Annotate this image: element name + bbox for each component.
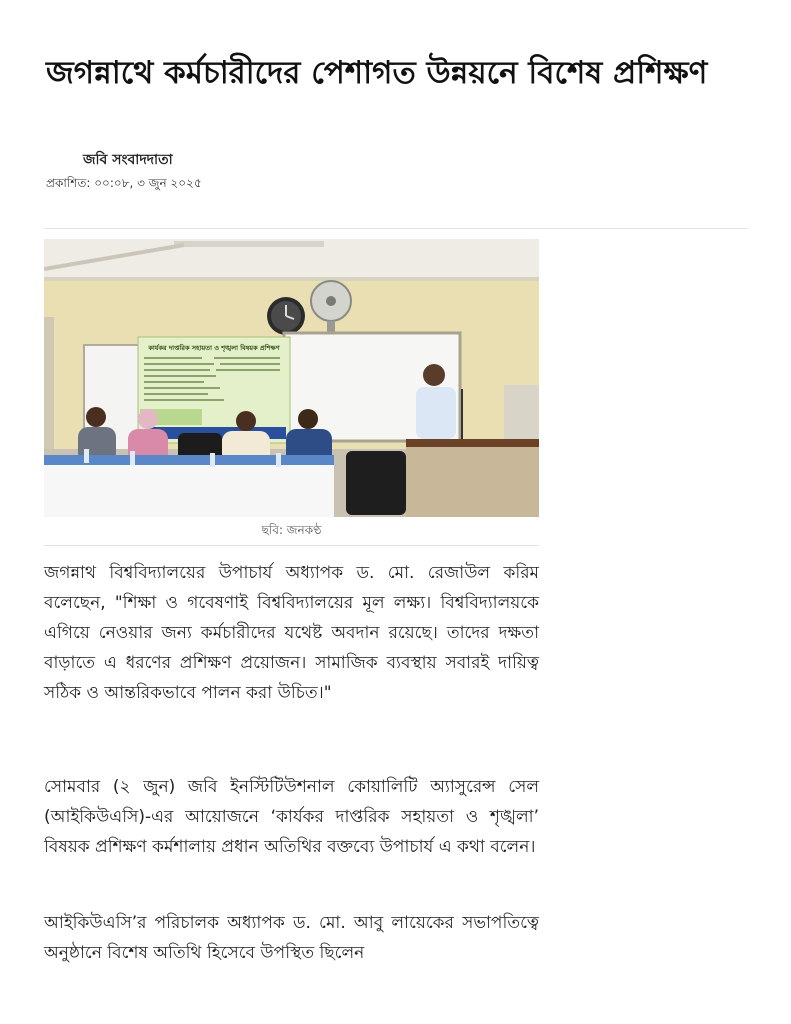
- banner-line-5: [144, 381, 204, 383]
- ceiling-edge: [44, 277, 539, 281]
- banner-line-2: [144, 363, 214, 365]
- article-paragraph-2: সোমবার (২ জুন) জবি ইনস্টিটিউশনাল কোয়ালিটি অ্যাসুরেন্স সেল (আইকিউএসি)-এর আয়োজনে ‘কার্যকর দাপ্তরিক সহায়তা ও শৃঙ্খলা’ বিষয়ক প্রশিক্ষণ কর্মশালায় প্রধান অতিথির বক্তব্যে উপাচার্য এ কথা বলেন।: [44, 777, 539, 857]
- article-paragraph-3: আইকিউএসি’র পরিচালক অধ্যাপক ড. মো. আবু লায়েকের সভাপতিত্বে অনুষ্ঠানে বিশেষ অতিথি হিসেবে উপস্থিত ছিলেন: [44, 913, 539, 963]
- water-bottle-4: [276, 453, 281, 467]
- person-2-head: [138, 409, 158, 429]
- person-1-head: [86, 407, 106, 427]
- person-3-head: [236, 411, 256, 431]
- person-4-head: [298, 409, 318, 429]
- empty-chair: [346, 451, 406, 515]
- published-date: প্রকাশিত: ০০:০৮, ৩ জুন ২০২৫: [46, 176, 202, 190]
- banner-line-10: [220, 363, 280, 365]
- water-bottle-1: [84, 449, 89, 463]
- water-bottle-2: [130, 451, 135, 465]
- ceiling-beam: [174, 241, 324, 247]
- banner-line-11: [216, 369, 280, 371]
- photo-caption: ছবি: জনকণ্ঠ: [261, 523, 322, 537]
- banner-line-8: [144, 399, 224, 401]
- article-photo: [44, 239, 539, 517]
- banner-line-9: [214, 357, 280, 359]
- banner-line-3: [144, 369, 210, 371]
- podium-top: [406, 439, 539, 447]
- header-divider: [44, 228, 748, 229]
- head-table: [44, 461, 334, 517]
- banner-line-6: [144, 387, 220, 389]
- water-bottle-3: [210, 453, 215, 467]
- speaker-head: [423, 364, 445, 386]
- left-frame: [44, 317, 54, 457]
- fan-hub: [326, 296, 336, 306]
- banner-line-1: [144, 357, 202, 359]
- event-photo-illustration: [44, 239, 539, 517]
- podium-front: [406, 447, 539, 517]
- banner-line-7: [144, 393, 208, 395]
- article-paragraph-1: জগন্নাথ বিশ্ববিদ্যালয়ের উপাচার্য অধ্যাপক ড. মো. রেজাউল করিম বলেছেন, "শিক্ষা ও গবেষণাই বিশ্ববিদ্যালয়ের মূল লক্ষ্য। বিশ্ববিদ্যালয়কে এগিয়ে নেওয়ার জন্য কর্মচারীদের যথেষ্ট অবদান রয়েছে। তাদের দক্ষতা বাড়াতে এ ধরণের প্রশিক্ষণ প্রয়োজন। সামাজিক ব্যবস্থায় সবারই দায়িত্ব সঠিক ও আন্তরিকভাবে পালন করা উচিত।": [44, 563, 539, 703]
- speaker-shirt: [416, 387, 456, 439]
- microphone-stand: [461, 389, 463, 439]
- banner-line-4: [144, 375, 216, 377]
- article-headline: জগন্নাথে কর্মচারীদের পেশাগত উন্নয়নে বিশেষ প্রশিক্ষণ: [46, 55, 708, 91]
- byline[interactable]: জবি সংবাদদাতা: [83, 152, 173, 168]
- caption-divider: [44, 545, 539, 546]
- banner-title: কার্যকর দাপ্তরিক সহায়তা ও শৃঙ্খলা বিষয়ক প্রশিক্ষণ: [148, 344, 280, 352]
